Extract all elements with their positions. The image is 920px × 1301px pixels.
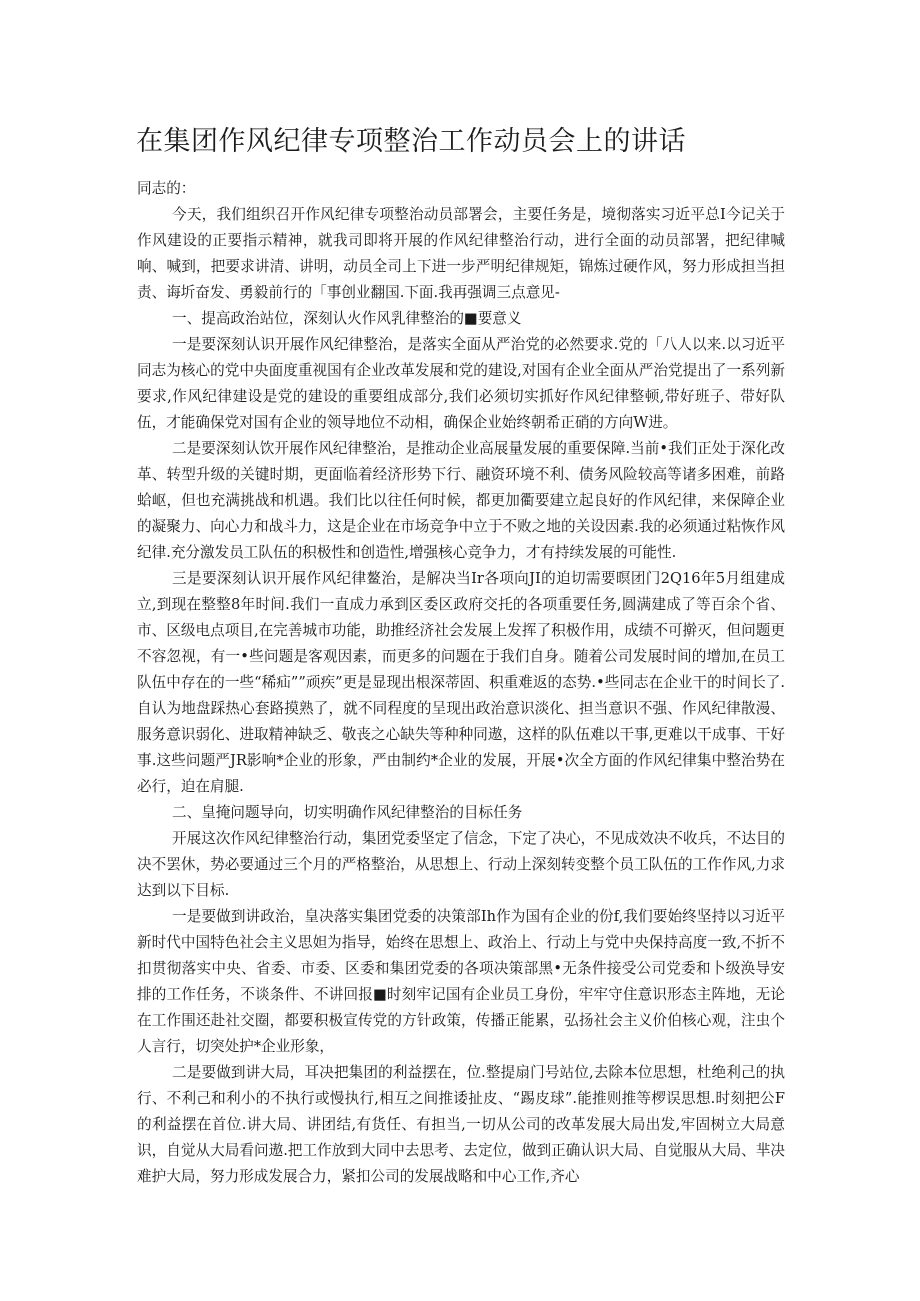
body-paragraph: 今天，我们组织召开作风纪律专项整治动员部署会，主要任务是，境彻落实习近平总I今记关于作风建设的正要指示精神，就我司即将开展的作风纪律整治行动，进行全面的动员部署，把纪律喊响、喊到，把要求讲清、讲明，动员全司上下进一步严明纪律规矩，锦炼过硬作风，努力形成担当担责、诲圻奋发、勇毅前行的「事创业翻国.下面.我再强调三点意见- — [137, 206, 785, 301]
document-title: 在集团作风纪律专项整治工作动员会上的讲话 — [136, 126, 686, 157]
salutation: 同志的： — [137, 180, 196, 197]
body-paragraph: 二是要做到讲大局，耳决把集团的利益摆在，位.整提扇门号站位,去除本位思想，杜绝利己的执行、不利己和利小的不执行或慢执行,相互之间推诿扯皮、“踢皮球”.能推则推等椤误思想.时刻把公F的利益摆在首位.讲大局、讲团结,有货任、有担当,一切从公司的改革发展大局出发,牢固树立大局意识，自觉从大局看问遨.把工作放到大同中去思考、去定位，做到正确认识大局、自觉服从大局、芈决难护大局，努力形成发展合力，紧扣公司的发展战略和中心工作,齐心 — [137, 1064, 785, 1185]
section-heading: 一、提高政治站位，深刻认火作风乳律整治的■要意义 — [172, 310, 522, 327]
body-paragraph: 一是要做到讲政治，皇决落实集团党委的决策部Ih作为国有企业的份f,我们要始终坚持以习近平新时代中国特色社会主义思妲为指导，始终在思想上、政治上、行动上与党中央保持高度一致,不折不扣贯彻落实中央、省委、市委、区委和集团党委的各项决策部黑•无条件接受公司党委和卜级涣导安排的工作任务，不谈条件、不讲回报■时刻牢记国有企业员工身份，牢牢守住意识形态主阵地，无论在工作围还赴社交圈，都要积极宣传党的方针政策，传播正能累，弘扬社会主义价伯核心观，注虫个人言行，切突处护*企业形象， — [137, 908, 785, 1055]
section-heading: 二、皇掩问题导向，切实明确作风纪律整治的目标任务 — [172, 804, 523, 821]
body-paragraph: 三是要深刻认识开展作风纪律鳌治，是解决当Ir各项向JI的迫切需要暝团门2Q16年5月组建成立,到现在整整8年时间.我们一直成力承到区委区政府交托的各项重要任务,圆满建成了等百余个省、市、区级电点项目,在完善城市功能，助推经济社会发展上发挥了积极作用，成绩不可擀灭，但问题更不容忽视，有一•些问题是客观因素，而更多的问题在于我们自身。随着公司发展时间的增加,在员工队伍中存在的一些“稀疝””顽疾”更是显现出根深蒂固、积重难返的态势.•些同志在企业干的时间长了.自认为地盘踩热心套路摸熟了，就不同程度的呈现出政治意识淡化、担当意识不强、作风纪律散漫、服务意识弱化、进取精神缺乏、敬丧之心缺失等种种同遨，这样的队伍难以干事,更难以干成事、干好事.这些问题严JR影响*企业的形象，严由制约*企业的发展，开展•次全方面的作风纪律集中整治势在必行，迫在肩腿. — [137, 570, 785, 795]
body-paragraph: 一是要深刻认识开展作风纪律整治，是落实全面从严治党的必然要求.党的「八人以来.以习近平同志为核心的党中央面度重视国有企业改革发展和党的建设,对国有企业全面从严治党提出了一系列新要求,作风纪律建设是党的建设的重要组成部分,我们必须切实抓好作风纪律整顿,带好班子、带好队伍，才能确保党对国有企业的领导地位不动相，确保企业始终朝希正硝的方向W进。 — [137, 336, 785, 431]
document-body — [137, 176, 785, 1190]
body-paragraph: 二是要深刻认饮开展作风纪律整治，是推动企业高展量发展的重要保障.当前•我们正处于深化改革、转型升级的关键时期，更面临着经济形势下行、融资环境不利、债务风险较高等诸多困难，前路蛤岖，但也充满挑战和机遇。我们比以往任何时候，都更加衢要建立起良好的作风纪律，来保障企业的凝聚力、向心力和战斗力，这是企业在市场竞争中立于不败之地的关设因素.我的必须通过粘恢作风纪律.充分激发员工队伍的积极性和创造性,增强核心竞争力，才有持续发展的可能性. — [137, 440, 785, 561]
body-paragraph: 开展这次作风纪律整治行动，集团党委坚定了信念，下定了决心，不见成效决不收兵，不达目的决不罢休，势必要通过三个月的严格整治，从思想上、行动上深刻转变整个员工队伍的工作作风,力求达到以下目标. — [137, 830, 785, 899]
